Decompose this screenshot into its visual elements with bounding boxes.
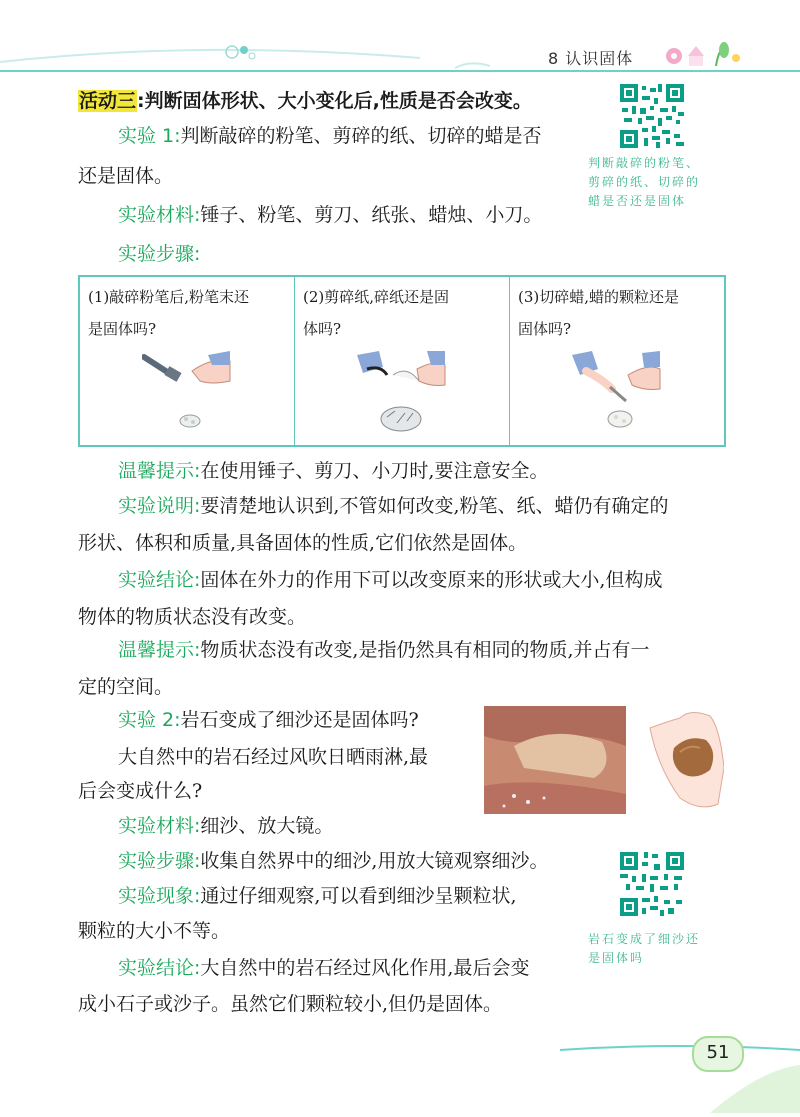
tip-label: 温馨提示: bbox=[118, 460, 201, 482]
exp2-question: 岩石变成了细沙还是固体吗? bbox=[180, 709, 419, 731]
tip-label: 温馨提示: bbox=[118, 639, 201, 661]
note-line2: 形状、体积和质量,具备固体的性质,它们依然是固体。 bbox=[78, 532, 528, 554]
qr-caption-2 bbox=[588, 930, 700, 968]
note-text: 要清楚地认识到,不管如何改变,粉笔、纸、蜡仍有确定的 bbox=[200, 495, 669, 517]
tip1 bbox=[118, 452, 548, 490]
conclusion-label: 实验结论: bbox=[118, 957, 201, 979]
steps-text: 收集自然界中的细沙,用放大镜观察细沙。 bbox=[200, 850, 549, 872]
rock-landscape-image bbox=[484, 706, 626, 814]
qr-caption-1 bbox=[588, 154, 700, 211]
materials-text: 锤子、粉笔、剪刀、纸张、蜡烛、小刀。 bbox=[200, 204, 543, 226]
steps-table bbox=[78, 275, 726, 447]
tip-text: 在使用锤子、剪刀、小刀时,要注意安全。 bbox=[200, 460, 549, 482]
conclusion-label: 实验结论: bbox=[118, 569, 201, 591]
qr-caption-line: 是固体吗 bbox=[588, 951, 645, 965]
activity-title bbox=[78, 86, 532, 113]
exp2-phenomenon-line1 bbox=[118, 877, 517, 915]
exp2-conclusion-line2: 成小石子或沙子。虽然它们颗粒较小,但仍是固体。 bbox=[78, 993, 503, 1015]
exp2-steps bbox=[118, 842, 548, 880]
step-text: (3)切碎蜡,蜡的颗粒还是 bbox=[518, 288, 680, 306]
exp1-steps-label: 实验步骤: bbox=[118, 243, 201, 265]
phenomenon-text: 通过仔细观察,可以看到细沙呈颗粒状, bbox=[200, 885, 517, 907]
exp2-materials bbox=[118, 807, 333, 845]
tip2-line2: 定的空间。 bbox=[78, 676, 174, 698]
qr-code-icon[interactable] bbox=[620, 852, 684, 916]
qr-caption-line: 岩石变成了细沙还 bbox=[588, 932, 701, 946]
knife-wax-illustration bbox=[572, 351, 662, 437]
qr-caption-line: 剪碎的纸、切碎的 bbox=[588, 175, 701, 189]
exp2-intro-line2: 后会变成什么? bbox=[78, 780, 203, 802]
step-text: (1)敲碎粉笔后,粉笔末还 bbox=[88, 288, 250, 306]
steps-label: 实验步骤: bbox=[118, 850, 201, 872]
activity-text: :判断固体形状、大小变化后,性质是否会改变。 bbox=[137, 90, 532, 112]
qr-code-icon[interactable] bbox=[620, 84, 684, 148]
page-number: 51 bbox=[692, 1036, 744, 1072]
exp1-paragraph-line2: 还是固体。 bbox=[78, 165, 174, 187]
exp1-paragraph-line1 bbox=[118, 117, 542, 155]
chapter-illustration-icon bbox=[664, 38, 744, 70]
exp2-conclusion-line1 bbox=[118, 949, 529, 987]
note-label: 实验说明: bbox=[118, 495, 201, 517]
materials-text: 细沙、放大镜。 bbox=[200, 815, 334, 837]
exp2-intro-line1: 大自然中的岩石经过风吹日晒雨淋,最 bbox=[118, 746, 429, 768]
qr-caption-line: 蜡是否还是固体 bbox=[588, 194, 687, 208]
tip2-line1 bbox=[118, 631, 650, 669]
conclusion-text: 固体在外力的作用下可以改变原来的形状或大小,但构成 bbox=[200, 569, 663, 591]
conclusion1-line2: 物体的物质状态没有改变。 bbox=[78, 606, 307, 628]
materials-label: 实验材料: bbox=[118, 815, 201, 837]
materials-label: 实验材料: bbox=[118, 204, 201, 226]
step-cell-1 bbox=[80, 277, 295, 445]
step-text: (2)剪碎纸,碎纸还是固 bbox=[303, 288, 450, 306]
step-text: 固体吗? bbox=[518, 320, 572, 338]
header-rule bbox=[0, 70, 800, 72]
footer-decoration bbox=[560, 1020, 800, 1113]
step-cell-3 bbox=[510, 277, 724, 445]
conclusion-text: 大自然中的岩石经过风化作用,最后会变 bbox=[200, 957, 530, 979]
chapter-title: 8 认识固体 bbox=[548, 49, 634, 68]
hand-rock-image bbox=[640, 708, 724, 814]
scissors-paper-illustration bbox=[357, 351, 447, 437]
activity-label: 活动三 bbox=[79, 90, 137, 112]
step-text: 是固体吗? bbox=[88, 320, 157, 338]
tip-text: 物质状态没有改变,是指仍然具有相同的物质,并占有一 bbox=[200, 639, 650, 661]
note-line1 bbox=[118, 487, 669, 525]
exp1-text: 判断敲碎的粉笔、剪碎的纸、切碎的蜡是否 bbox=[180, 125, 542, 147]
hammer-chalk-illustration bbox=[142, 351, 232, 437]
step-text: 体吗? bbox=[303, 320, 342, 338]
conclusion1-line1 bbox=[118, 561, 662, 599]
exp2-title bbox=[118, 701, 419, 739]
qr-caption-line: 判断敲碎的粉笔、 bbox=[588, 156, 701, 170]
step-cell-2 bbox=[295, 277, 510, 445]
exp2-phenomenon-line2: 颗粒的大小不等。 bbox=[78, 920, 231, 942]
exp1-label: 实验 1: bbox=[118, 125, 181, 147]
phenomenon-label: 实验现象: bbox=[118, 885, 201, 907]
exp2-label: 实验 2: bbox=[118, 709, 181, 731]
exp1-materials bbox=[118, 196, 542, 234]
